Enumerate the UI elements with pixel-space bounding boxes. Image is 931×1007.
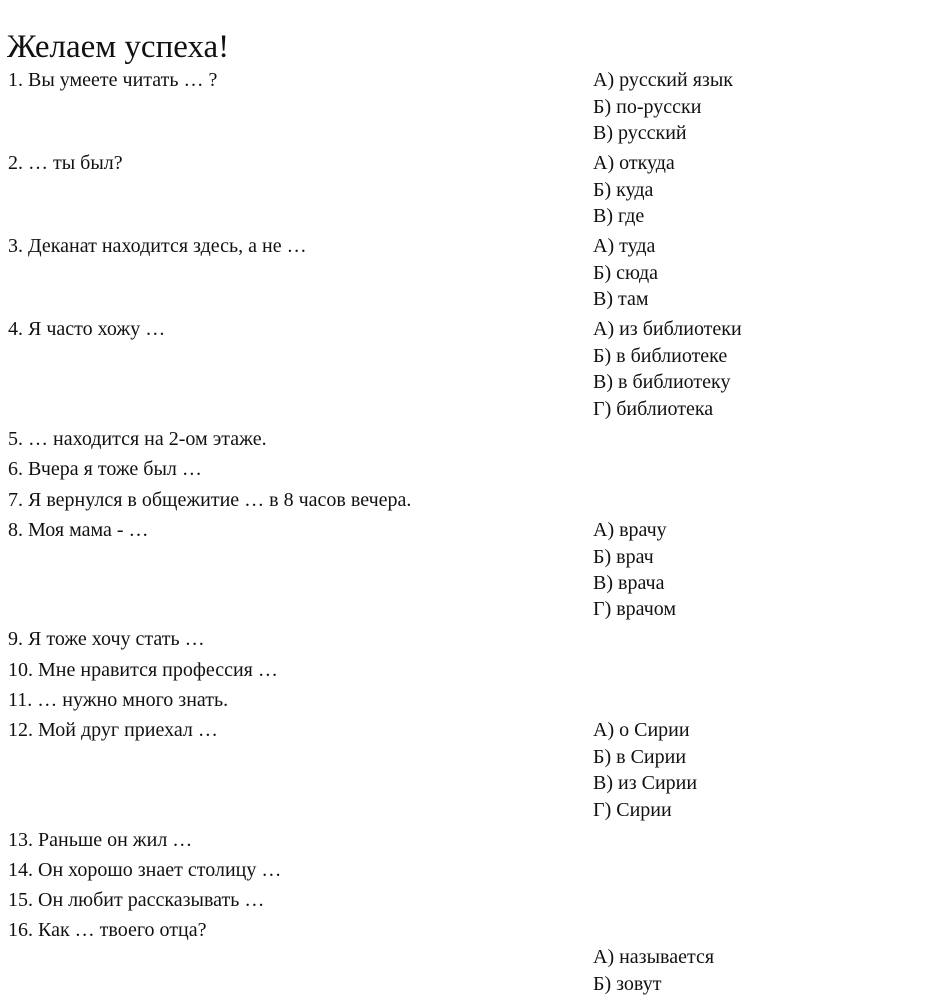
question-number: 10. bbox=[8, 659, 33, 681]
question-11 bbox=[8, 688, 228, 712]
question-text: Он хорошо знает столицу … bbox=[38, 859, 282, 881]
question-text: … находится на 2-ом этаже. bbox=[28, 428, 267, 450]
question-number: 11. bbox=[8, 689, 33, 711]
question-text: Раньше он жил … bbox=[38, 829, 193, 851]
question-text: Мой друг приехал … bbox=[38, 719, 218, 741]
question-1 bbox=[8, 68, 217, 92]
option-12d: Г) Сирии bbox=[593, 799, 672, 821]
question-text: … нужно много знать. bbox=[37, 689, 229, 711]
question-4 bbox=[8, 317, 165, 341]
question-text: Как … твоего отца? bbox=[38, 919, 207, 941]
question-text: Он любит рассказывать … bbox=[38, 889, 265, 911]
option-3a: А) туда bbox=[593, 235, 656, 257]
question-number: 14. bbox=[8, 859, 33, 881]
question-text: Вы умеете читать … ? bbox=[28, 69, 218, 91]
question-text: Мне нравится профессия … bbox=[38, 659, 278, 681]
option-12b: Б) в Сирии bbox=[593, 746, 687, 768]
question-text: Я часто хожу … bbox=[28, 318, 166, 340]
question-12 bbox=[8, 718, 218, 742]
option-4b: Б) в библиотеке bbox=[593, 345, 728, 367]
question-text: Деканат находится здесь, а не … bbox=[28, 235, 307, 257]
question-text: … ты был? bbox=[28, 152, 123, 174]
option-16a: А) называется bbox=[593, 946, 715, 968]
question-2 bbox=[8, 151, 123, 175]
option-1c: В) русский bbox=[593, 122, 687, 144]
option-8a: А) врачу bbox=[593, 519, 667, 541]
question-number: 12. bbox=[8, 719, 33, 741]
question-13 bbox=[8, 828, 192, 852]
option-1a: А) русский язык bbox=[593, 69, 733, 91]
option-8d: Г) врачом bbox=[593, 598, 677, 620]
option-12a: А) о Сирии bbox=[593, 719, 690, 741]
option-12c: В) из Сирии bbox=[593, 772, 698, 794]
question-number: 9. bbox=[8, 628, 23, 650]
question-number: 13. bbox=[8, 829, 33, 851]
question-number: 6. bbox=[8, 458, 23, 480]
option-3b: Б) сюда bbox=[593, 262, 658, 284]
question-number: 4. bbox=[8, 318, 23, 340]
option-16b: Б) зовут bbox=[593, 973, 662, 995]
option-4a: А) из библиотеки bbox=[593, 318, 742, 340]
question-number: 3. bbox=[8, 235, 23, 257]
question-number: 16. bbox=[8, 919, 33, 941]
question-number: 2. bbox=[8, 152, 23, 174]
option-3c: В) там bbox=[593, 288, 649, 310]
question-number: 15. bbox=[8, 889, 33, 911]
question-number: 8. bbox=[8, 519, 23, 541]
question-number: 1. bbox=[8, 69, 23, 91]
question-8 bbox=[8, 518, 149, 542]
question-10 bbox=[8, 658, 278, 682]
option-2c: В) где bbox=[593, 205, 645, 227]
option-2b: Б) куда bbox=[593, 179, 654, 201]
option-1b: Б) по-русски bbox=[593, 96, 702, 118]
page-title: Желаем успеха! bbox=[7, 29, 230, 65]
question-text: Моя мама - … bbox=[28, 519, 149, 541]
question-14 bbox=[8, 858, 281, 882]
question-number: 5. bbox=[8, 428, 23, 450]
question-7 bbox=[8, 488, 411, 512]
option-2a: А) откуда bbox=[593, 152, 675, 174]
question-5 bbox=[8, 427, 267, 451]
question-text: Я тоже хочу стать … bbox=[28, 628, 205, 650]
option-4d: Г) библиотека bbox=[593, 398, 714, 420]
question-9 bbox=[8, 627, 205, 651]
option-4c: В) в библиотеку bbox=[593, 371, 731, 393]
question-6 bbox=[8, 457, 202, 481]
question-15 bbox=[8, 888, 264, 912]
question-text: Я вернулся в общежитие … в 8 часов вечера. bbox=[28, 489, 412, 511]
question-number: 7. bbox=[8, 489, 23, 511]
option-8c: В) врача bbox=[593, 572, 665, 594]
question-3 bbox=[8, 234, 307, 258]
question-text: Вчера я тоже был … bbox=[28, 458, 202, 480]
option-8b: Б) врач bbox=[593, 546, 654, 568]
question-16 bbox=[8, 918, 206, 942]
